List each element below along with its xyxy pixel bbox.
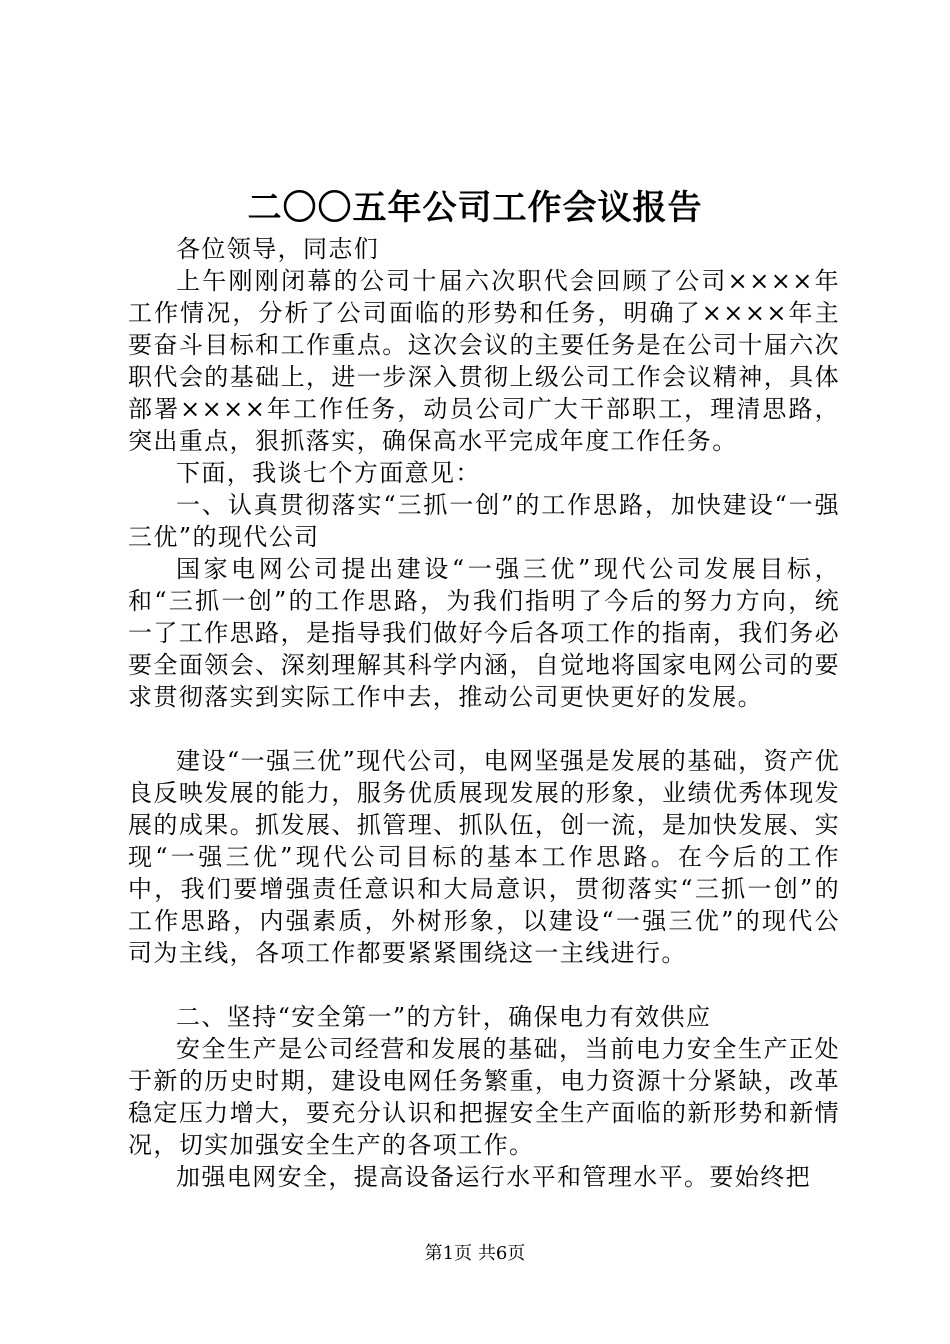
page-footer: 第1页 共6页: [424, 1243, 526, 1264]
paragraph: 加强电网安全，提高设备运行水平和管理水平。要始终把: [176, 1163, 811, 1191]
salutation: 各位领导，同志们: [176, 235, 380, 263]
paragraph: 国家电网公司提出建设“一强三优”现代公司发展目标，和“三抓一创”的工作思路，为我们指明了今后的努力方向，统一了工作思路，是指导我们做好今后各项工作的指南，我们务必要全面领会、深刻理解其科学内涵，自觉地将国家电网公司的要求贯彻落实到实际工作中去，推动公司更快更好的发展。: [128, 555, 840, 711]
paragraph: 建设“一强三优”现代公司，电网坚强是发展的基础，资产优良反映发展的能力，服务优质展现发展的形象，业绩优秀体现发展的成果。抓发展、抓管理、抓队伍，创一流，是加快发展、实现“一强三优”现代公司目标的基本工作思路。在今后的工作中，我们要增强责任意识和大局意识，贯彻落实“三抓一创”的工作思路，内强素质，外树形象，以建设“一强三优”的现代公司为主线，各项工作都要紧紧围绕这一主线进行。: [128, 747, 840, 967]
paragraph: 上午刚刚闭幕的公司十届六次职代会回顾了公司××××年工作情况，分析了公司面临的形势和任务，明确了××××年主要奋斗目标和工作重点。这次会议的主要任务是在公司十届六次职代会的基础上，进一步深入贯彻上级公司工作会议精神，具体部署××××年工作任务，动员公司广大干部职工，理清思路，突出重点，狠抓落实，确保高水平完成年度工作任务。: [128, 267, 840, 455]
document-body: [128, 233, 840, 1193]
document-title: 二〇〇五年公司工作会议报告: [247, 188, 703, 228]
paragraph: 下面，我谈七个方面意见：: [176, 459, 481, 487]
section-heading: 二、坚持“安全第一”的方针，确保电力有效供应: [176, 1003, 712, 1031]
paragraph: 安全生产是公司经营和发展的基础，当前电力安全生产正处于新的历史时期，建设电网任务繁重，电力资源十分紧缺，改革稳定压力增大，要充分认识和把握安全生产面临的新形势和新情况，切实加强安全生产的各项工作。: [128, 1035, 840, 1159]
section-heading: 一、认真贯彻落实“三抓一创”的工作思路，加快建设“一强三优”的现代公司: [128, 491, 840, 551]
